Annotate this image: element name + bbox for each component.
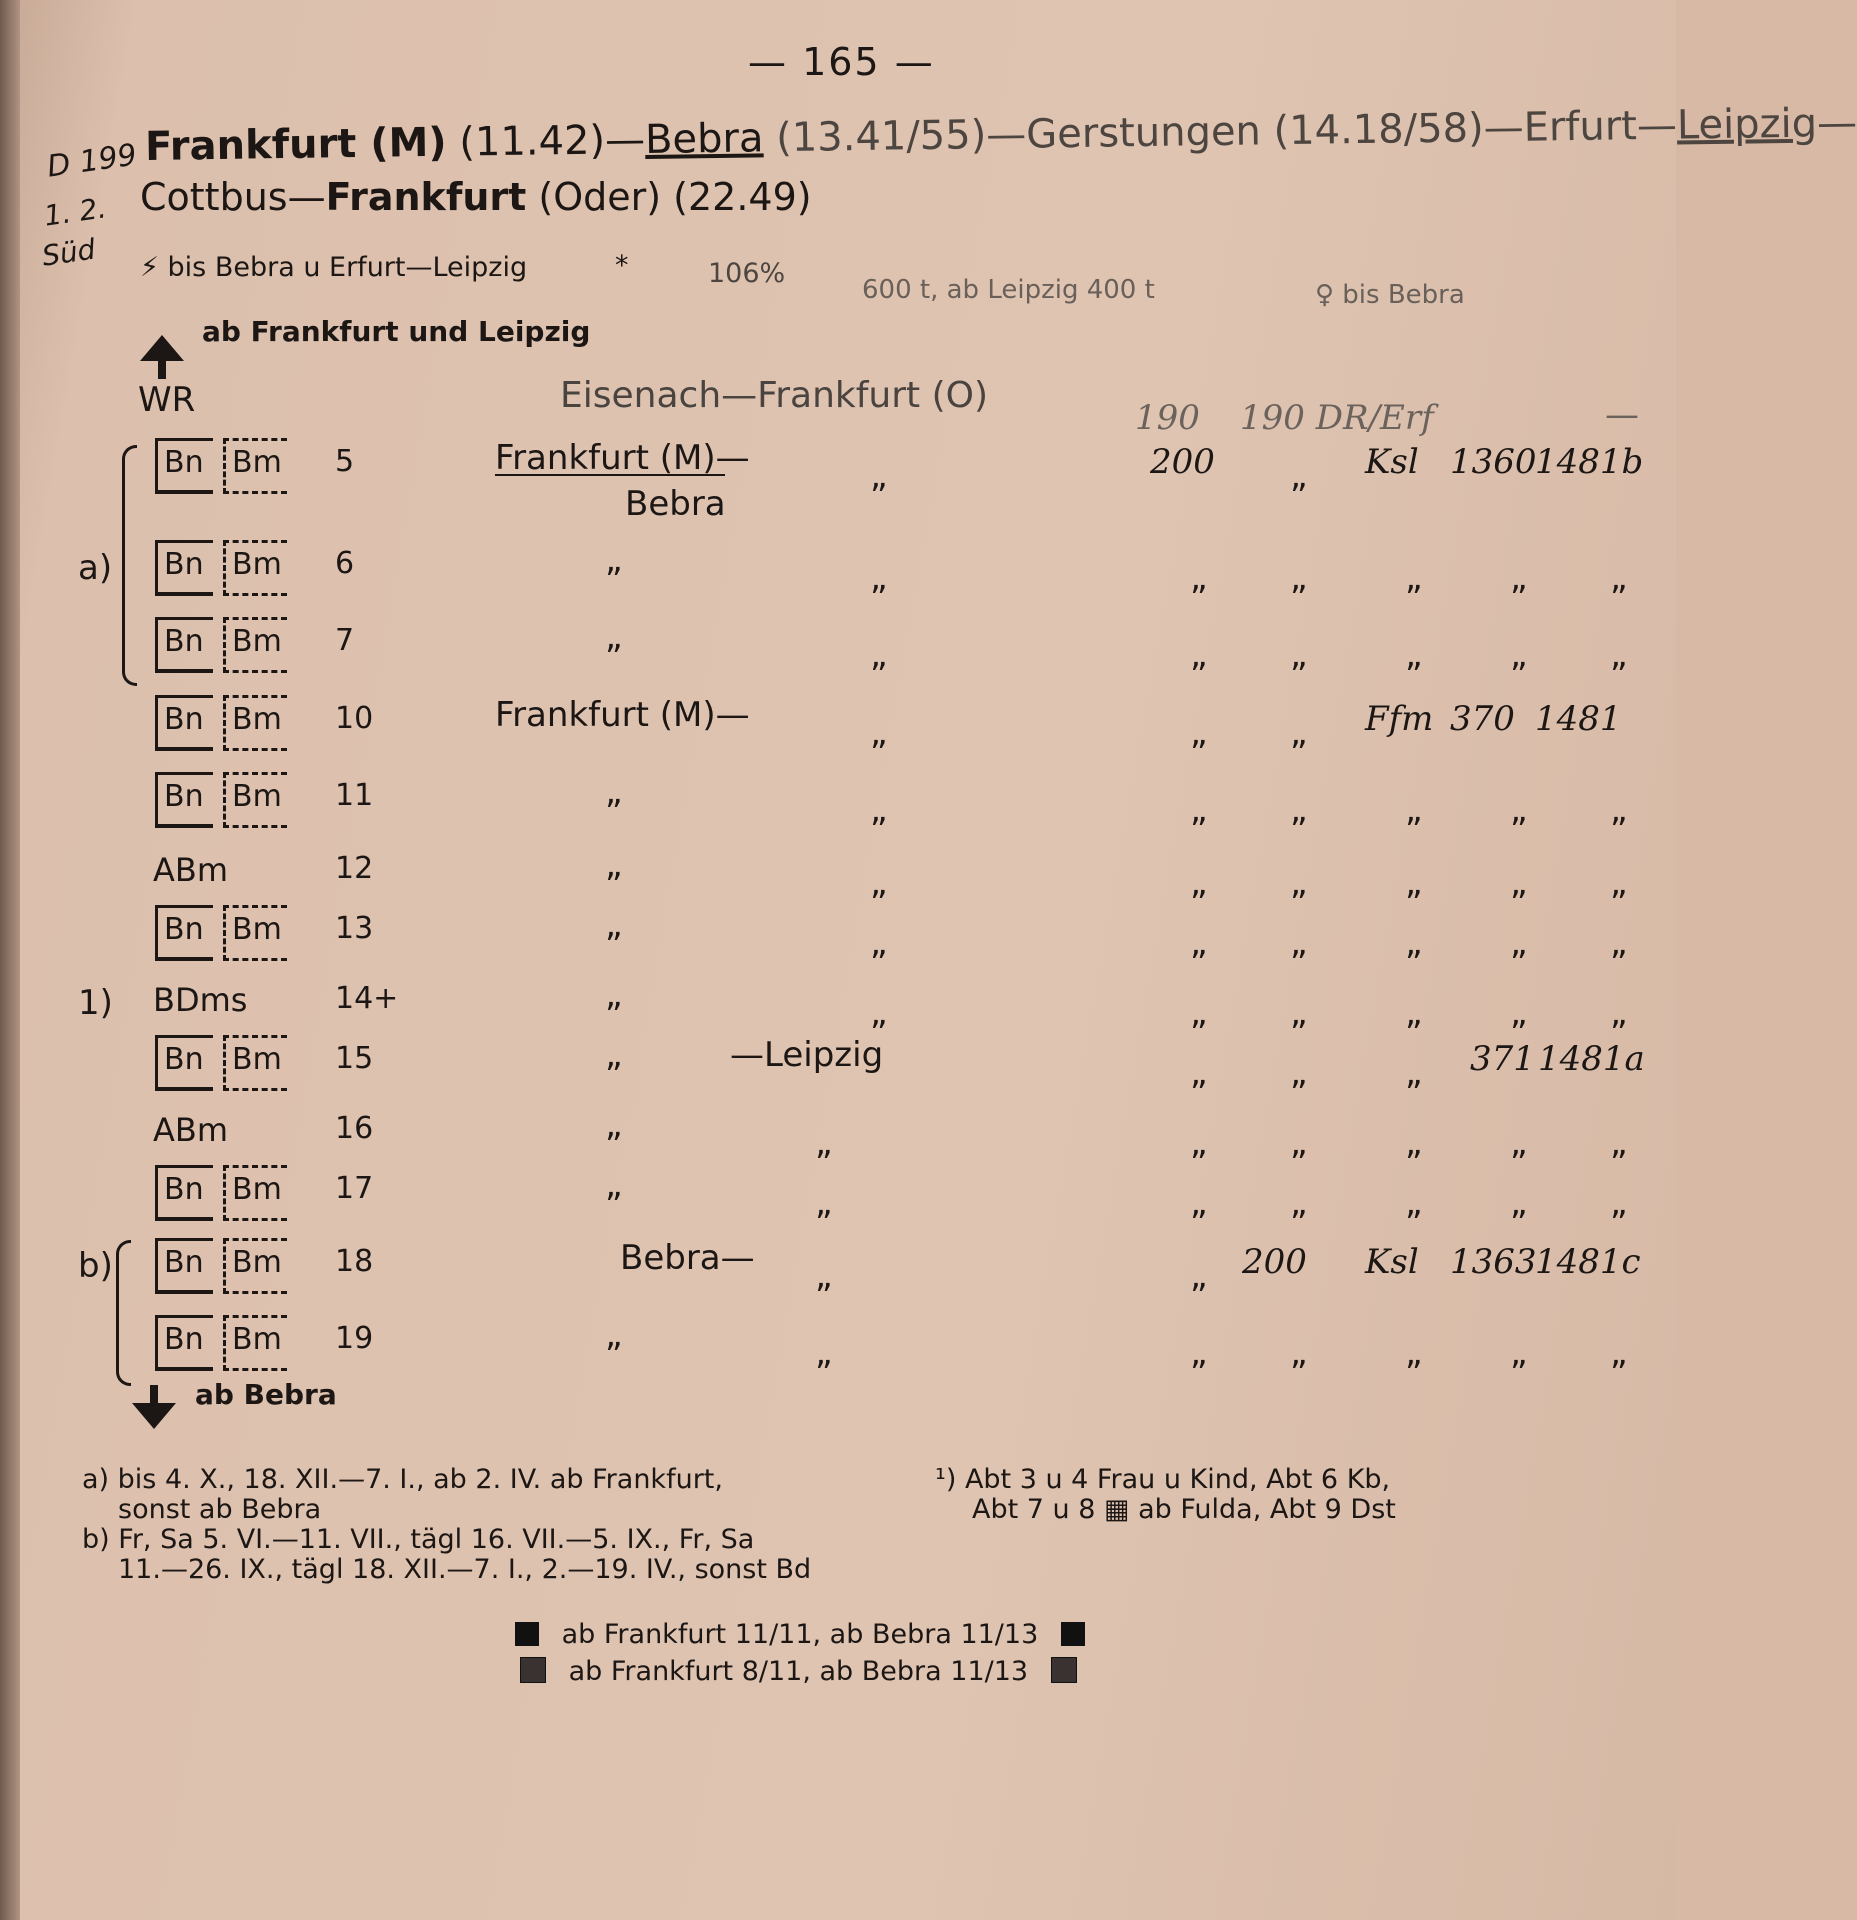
black-square-icon <box>1061 1622 1085 1646</box>
table-row <box>20 1035 1676 1097</box>
table-row <box>20 695 1676 757</box>
value-a: „ <box>1190 635 1208 675</box>
class-bm: Bm <box>223 438 287 494</box>
route-segment: (13.41/55)—Gerstungen (14.18/58)—Erfurt— <box>763 102 1678 162</box>
value-d: 370 <box>1450 699 1515 739</box>
route-to: „ <box>815 1123 833 1163</box>
value-e: „ <box>1610 558 1628 598</box>
value-c: „ <box>1405 1053 1423 1093</box>
legend-line-1 <box>515 1620 1085 1650</box>
route-bebra: Bebra <box>644 115 764 163</box>
value-d: „ <box>1510 790 1528 830</box>
route-from: „ <box>605 1105 623 1145</box>
table-row <box>20 1315 1676 1377</box>
footnote-b-2: 11.—26. IX., tägl 18. XII.—7. I., 2.—19. IV., sonst Bd <box>118 1554 812 1585</box>
coach-number: 11 <box>335 778 374 813</box>
route-to: „ <box>870 456 888 496</box>
legend-text-1: ab Frankfurt 11/11, ab Bebra 11/13 <box>561 1619 1039 1650</box>
timetable-page <box>20 0 1857 1920</box>
route-to: „ <box>870 923 888 963</box>
route-leipzig: Leipzig <box>1676 100 1818 149</box>
table-row <box>20 772 1676 834</box>
class-bn: Bn <box>155 438 213 494</box>
class-label: ABm <box>153 1111 229 1149</box>
class-bn: Bn <box>155 540 213 596</box>
value-c: „ <box>1405 1123 1423 1163</box>
route-destination: Frankfurt <box>325 175 527 219</box>
class-bm: Bm <box>223 695 287 751</box>
route-from: „ <box>605 617 623 657</box>
value-e: „ <box>1610 993 1628 1033</box>
value-d: „ <box>1510 1183 1528 1223</box>
route-from: „ <box>605 772 623 812</box>
value-e: „ <box>1610 923 1628 963</box>
value-b: „ <box>1290 635 1308 675</box>
footnote-a-1: a) bis 4. X., 18. XII.—7. I., ab 2. IV. ab Frankfurt, <box>82 1464 723 1495</box>
coach-number: 5 <box>335 444 355 479</box>
footnote-a-2: sonst ab Bebra <box>118 1494 322 1525</box>
route-line-2 <box>140 175 812 219</box>
value-b: 200 <box>1242 1242 1307 1282</box>
value-e: 1481c <box>1535 1242 1641 1282</box>
load-note: 600 t, ab Leipzig 400 t <box>862 275 1155 305</box>
value-d: 1360 <box>1450 442 1537 482</box>
value-b: „ <box>1290 1053 1308 1093</box>
train-classes: 1. 2. <box>42 191 109 233</box>
value-a: „ <box>1190 713 1208 753</box>
wr-c3: — <box>1605 395 1639 435</box>
route-to: „ <box>870 863 888 903</box>
table-row <box>20 540 1676 602</box>
class-bm: Bm <box>223 540 287 596</box>
route-to: „ <box>870 993 888 1033</box>
percent-note: 106% <box>708 258 786 289</box>
class-bn: Bn <box>155 905 213 961</box>
route-cottbus: Cottbus— <box>140 175 326 219</box>
class-bn: Bn <box>155 1315 213 1371</box>
route-from: „ <box>605 540 623 580</box>
coach-number: 17 <box>335 1171 374 1206</box>
direction-top: ab Frankfurt und Leipzig <box>202 315 591 348</box>
class-bn: Bn <box>155 695 213 751</box>
value-a: „ <box>1190 1333 1208 1373</box>
coach-number: 10 <box>335 701 374 736</box>
route-from: „ <box>605 1315 623 1355</box>
class-bn: Bn <box>155 617 213 673</box>
value-a: „ <box>1190 923 1208 963</box>
route-to: —Leipzig <box>730 1035 884 1075</box>
value-e: „ <box>1610 790 1628 830</box>
class-bn: Bn <box>155 1165 213 1221</box>
class-bm: Bm <box>223 1035 287 1091</box>
route-to: „ <box>870 558 888 598</box>
arrow-up-icon <box>140 335 184 379</box>
route-from: „ <box>605 975 623 1015</box>
route-from: „ <box>605 1035 623 1075</box>
value-d: „ <box>1510 993 1528 1033</box>
value-c: „ <box>1405 993 1423 1033</box>
route-from: Frankfurt (M)— <box>495 438 750 478</box>
table-row <box>20 975 1676 1037</box>
value-d: „ <box>1510 1123 1528 1163</box>
value-c: Ksl <box>1365 1242 1419 1282</box>
value-a: „ <box>1190 863 1208 903</box>
value-a: 200 <box>1150 442 1215 482</box>
value-d: 1363 <box>1450 1242 1537 1282</box>
route-to: „ <box>815 1333 833 1373</box>
coach-number: 14+ <box>335 981 399 1016</box>
route-from-2: Bebra <box>625 484 726 524</box>
route-to: „ <box>870 790 888 830</box>
wr-c1: 190 <box>1135 398 1200 438</box>
value-e: 1481 <box>1535 699 1622 739</box>
value-a: „ <box>1190 1256 1208 1296</box>
value-c: Ffm <box>1365 699 1434 739</box>
value-b: „ <box>1290 993 1308 1033</box>
value-b: „ <box>1290 1123 1308 1163</box>
value-c: „ <box>1405 923 1423 963</box>
value-b: „ <box>1290 456 1308 496</box>
coach-number: 13 <box>335 911 374 946</box>
route-to: „ <box>870 713 888 753</box>
footnote-1-1: ¹) Abt 3 u 4 Frau u Kind, Abt 6 Kb, <box>935 1464 1391 1495</box>
value-c: „ <box>1405 790 1423 830</box>
value-c: „ <box>1405 635 1423 675</box>
value-c: Ksl <box>1365 442 1419 482</box>
value-e: „ <box>1610 635 1628 675</box>
table-row <box>20 845 1676 907</box>
class-label: BDms <box>153 981 248 1019</box>
black-square-icon <box>515 1622 539 1646</box>
route-to: „ <box>815 1183 833 1223</box>
value-a: „ <box>1190 1183 1208 1223</box>
value-b: „ <box>1290 1183 1308 1223</box>
coach-number: 6 <box>335 546 355 581</box>
hatched-square-icon <box>1051 1657 1077 1683</box>
value-b: „ <box>1290 790 1308 830</box>
route-origin: Frankfurt (M) <box>144 119 447 170</box>
table-row <box>20 617 1676 679</box>
value-e: „ <box>1610 1333 1628 1373</box>
legend-text-2: ab Frankfurt 8/11, ab Bebra 11/13 <box>568 1656 1029 1687</box>
value-b: „ <box>1290 1333 1308 1373</box>
wr-label: WR <box>138 380 196 420</box>
hatched-square-icon <box>520 1657 546 1683</box>
value-e: „ <box>1610 1123 1628 1163</box>
dining-note: ♀ bis Bebra <box>1315 280 1465 310</box>
arrow-down-icon <box>132 1385 176 1429</box>
value-d: „ <box>1510 558 1528 598</box>
wr-route: Eisenach—Frankfurt (O) <box>560 375 989 416</box>
value-c: „ <box>1405 558 1423 598</box>
coach-number: 15 <box>335 1041 374 1076</box>
route-line-1 <box>145 100 1857 170</box>
coach-number: 19 <box>335 1321 374 1356</box>
train-code: D 199 <box>45 137 139 185</box>
route-destination-time: (Oder) (22.49) <box>526 175 812 219</box>
route-from: Frankfurt (M)— <box>495 695 750 735</box>
route-from: „ <box>605 905 623 945</box>
route-origin-time: (11.42)— <box>446 116 646 166</box>
coach-number: 16 <box>335 1111 374 1146</box>
table-row <box>20 1165 1676 1227</box>
value-c: „ <box>1405 1333 1423 1373</box>
value-e: „ <box>1610 1183 1628 1223</box>
value-b: „ <box>1290 863 1308 903</box>
route-dash: — <box>1816 100 1857 147</box>
route-to: „ <box>870 635 888 675</box>
value-e: 1481b <box>1535 442 1644 482</box>
table-row <box>20 438 1676 524</box>
route-from: Bebra— <box>620 1238 755 1278</box>
row-mark: a) <box>78 548 113 588</box>
class-bm: Bm <box>223 1165 287 1221</box>
electric-note: ⚡ bis Bebra u Erfurt—Leipzig <box>140 252 528 283</box>
value-b: „ <box>1290 923 1308 963</box>
table-row <box>20 1238 1676 1300</box>
table-row <box>20 905 1676 967</box>
value-d: „ <box>1510 923 1528 963</box>
class-bn: Bn <box>155 772 213 828</box>
wr-c2: 190 DR/Erf <box>1240 398 1434 438</box>
route-from: „ <box>605 1165 623 1205</box>
table-row <box>20 1105 1676 1167</box>
value-c: „ <box>1405 1183 1423 1223</box>
class-bm: Bm <box>223 1315 287 1371</box>
star-mark: * <box>615 250 629 281</box>
coach-number: 18 <box>335 1244 374 1279</box>
value-d: 371 <box>1470 1039 1535 1079</box>
route-from: „ <box>605 845 623 885</box>
class-bn: Bn <box>155 1238 213 1294</box>
book-binding <box>0 0 22 1920</box>
train-region: Süd <box>40 232 98 273</box>
value-a: „ <box>1190 1053 1208 1093</box>
value-e: „ <box>1610 863 1628 903</box>
value-b: „ <box>1290 558 1308 598</box>
route-to: „ <box>815 1256 833 1296</box>
value-a: „ <box>1190 790 1208 830</box>
value-a: „ <box>1190 558 1208 598</box>
class-bm: Bm <box>223 617 287 673</box>
class-bn: Bn <box>155 1035 213 1091</box>
value-d: „ <box>1510 863 1528 903</box>
footnote-1-2: Abt 7 u 8 ▦ ab Fulda, Abt 9 Dst <box>972 1494 1396 1525</box>
footnote-b-1: b) Fr, Sa 5. VI.—11. VII., tägl 16. VII.—5. IX., Fr, Sa <box>82 1524 755 1555</box>
class-bm: Bm <box>223 905 287 961</box>
value-a: „ <box>1190 993 1208 1033</box>
direction-bottom: ab Bebra <box>195 1378 337 1411</box>
legend-line-2 <box>520 1657 1077 1687</box>
value-d: „ <box>1510 1333 1528 1373</box>
row-mark: b) <box>78 1246 113 1286</box>
class-label: ABm <box>153 851 229 889</box>
coach-number: 12 <box>335 851 374 886</box>
class-bm: Bm <box>223 1238 287 1294</box>
class-bm: Bm <box>223 772 287 828</box>
value-c: „ <box>1405 863 1423 903</box>
page-number: — 165 — <box>748 40 935 84</box>
value-b: „ <box>1290 713 1308 753</box>
value-a: „ <box>1190 1123 1208 1163</box>
coach-number: 7 <box>335 623 355 658</box>
value-d: „ <box>1510 635 1528 675</box>
row-mark: 1) <box>78 983 113 1023</box>
value-e: 1481a <box>1538 1039 1645 1079</box>
